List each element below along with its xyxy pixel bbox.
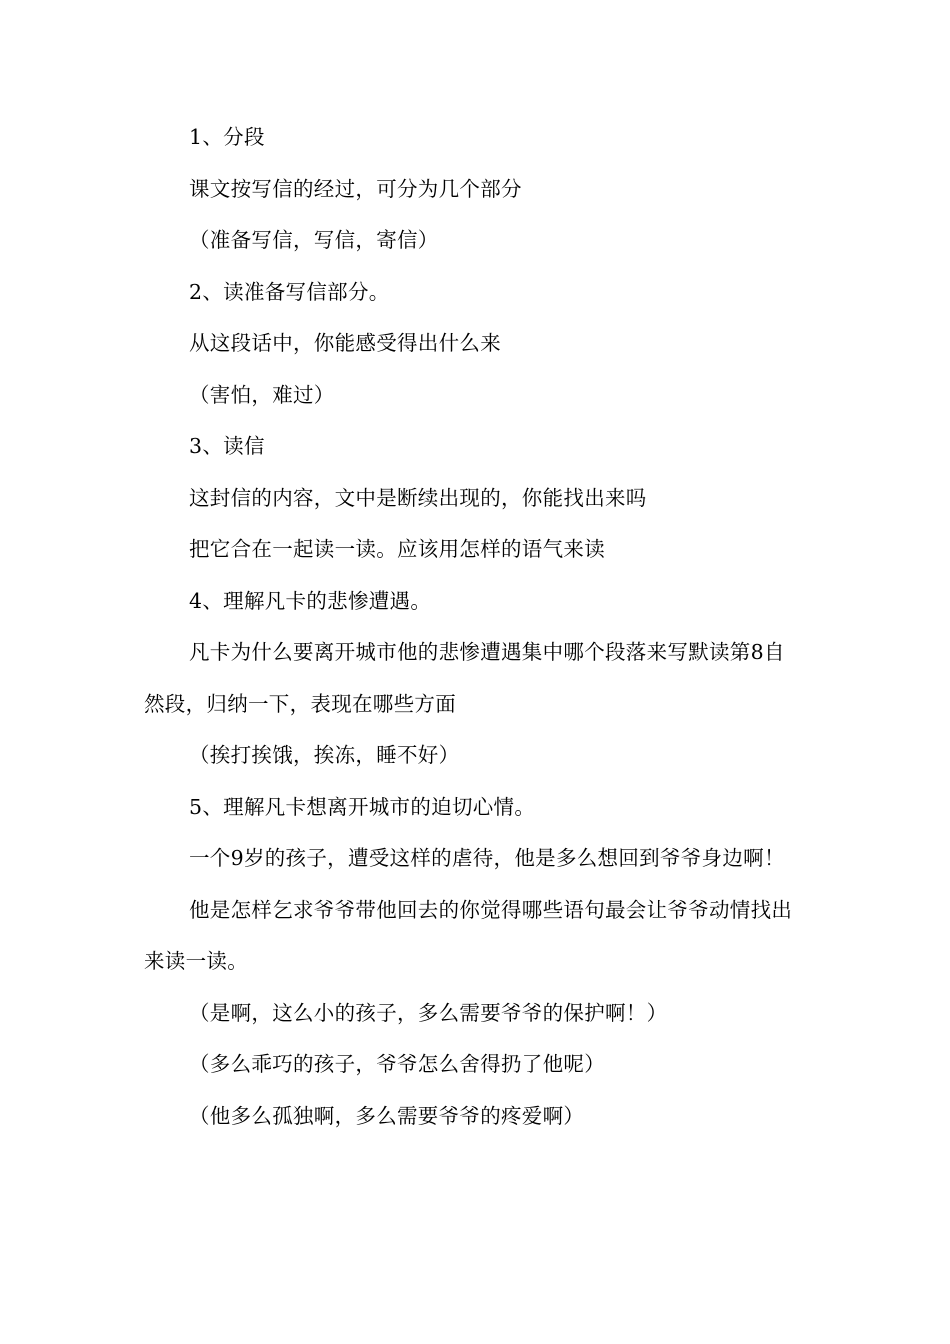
answer-note: （挨打挨饿，挨冻，睡不好） bbox=[189, 743, 460, 767]
paragraph: 他是怎样乞求爷爷带他回去的你觉得哪些语句最会让爷爷动情找出来读一读。 bbox=[144, 897, 793, 973]
section-heading: 2、读准备写信部分。 bbox=[189, 279, 390, 304]
section-heading: 1、分段 bbox=[189, 125, 265, 149]
section-heading: 3、读信 bbox=[189, 434, 265, 458]
answer-note: （多么乖巧的孩子，爷爷怎么舍得扔了他呢） bbox=[189, 1052, 605, 1076]
answer-note: （是啊，这么小的孩子，多么需要爷爷的保护啊！） bbox=[189, 1000, 668, 1025]
paragraph: 一个9岁的孩子，遭受这样的虐待，他是多么想回到爷爷身边啊！ bbox=[189, 846, 785, 870]
document-body bbox=[144, 112, 799, 1142]
answer-note: （准备写信，写信，寄信） bbox=[189, 228, 439, 252]
answer-note: （害怕，难过） bbox=[189, 382, 335, 407]
paragraph: 把它合在一起读一读。应该用怎样的语气来读 bbox=[189, 537, 605, 561]
answer-note: （他多么孤独啊，多么需要爷爷的疼爱啊） bbox=[189, 1103, 585, 1128]
section-heading: 4、理解凡卡的悲惨遭遇。 bbox=[189, 588, 432, 613]
paragraph: 凡卡为什么要离开城市他的悲惨遭遇集中哪个段落来写默读第8自然段，归纳一下，表现在哪些方面 bbox=[144, 640, 785, 716]
section-heading: 5、理解凡卡想离开城市的迫切心情。 bbox=[189, 794, 536, 819]
paragraph: 课文按写信的经过，可分为几个部分 bbox=[189, 176, 522, 201]
paragraph: 这封信的内容，文中是断续出现的，你能找出来吗 bbox=[189, 485, 647, 510]
paragraph: 从这段话中，你能感受得出什么来 bbox=[189, 331, 501, 355]
